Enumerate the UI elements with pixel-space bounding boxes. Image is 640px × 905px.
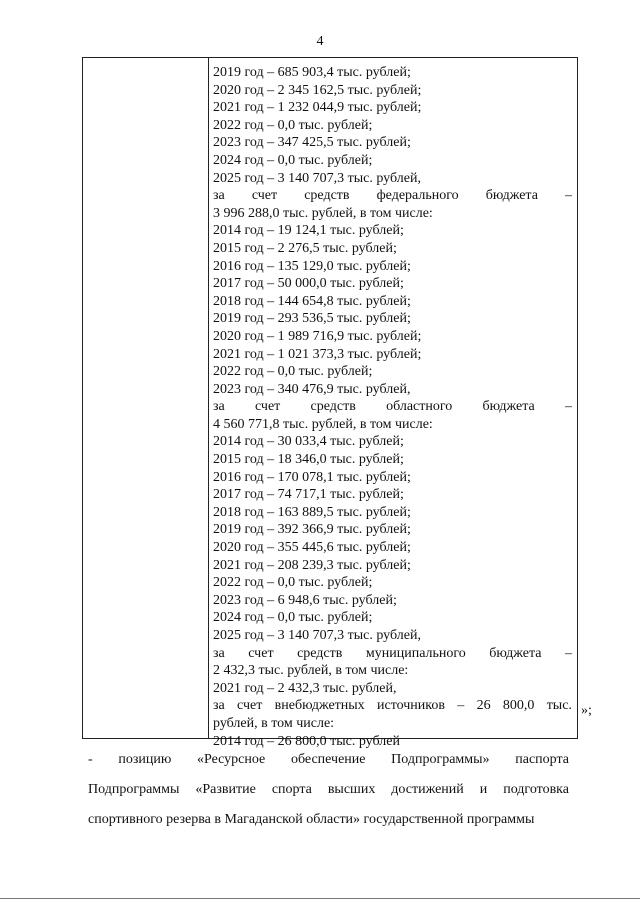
cell-line: 2023 год – 6 948,6 тыс. рублей; — [213, 592, 397, 608]
cell-line: 2019 год – 293 536,5 тыс. рублей; — [213, 311, 411, 327]
cell-line: 2021 год – 208 239,3 тыс. рублей; — [213, 557, 411, 573]
cell-line: 2024 год – 0,0 тыс. рублей; — [213, 610, 373, 626]
cell-line: 2021 год – 1 232 044,9 тыс. рублей; — [213, 100, 422, 116]
cell-line: рублей, в том числе: — [213, 715, 335, 731]
cell-line: 2025 год – 3 140 707,3 тыс. рублей, — [213, 170, 421, 186]
cell-line: 2014 год – 26 800,0 тыс. рублей — [213, 733, 400, 749]
cell-word: за — [213, 188, 225, 204]
cell-line: 2017 год – 74 717,1 тыс. рублей; — [213, 487, 404, 503]
cell-line — [213, 697, 572, 715]
para-line — [88, 745, 569, 775]
para-word: подготовка — [503, 782, 569, 797]
cell-word: федерального — [376, 188, 459, 204]
para-word: достижений — [391, 782, 464, 797]
cell-word: 800,0 — [502, 698, 535, 714]
cell-line: 2021 год – 2 432,3 тыс. рублей, — [213, 680, 397, 696]
cell-word: счет — [254, 399, 281, 415]
cell-word: муниципального — [365, 645, 466, 661]
cell-word: – — [565, 188, 572, 204]
cell-word: за — [213, 698, 225, 714]
cell-line: 2015 год – 18 346,0 тыс. рублей; — [213, 452, 404, 468]
para-word: «Развитие — [195, 782, 256, 797]
table-border-right — [577, 58, 578, 738]
cell-line: 2015 год – 2 276,5 тыс. рублей; — [213, 240, 397, 256]
cell-line: 2018 год – 144 654,8 тыс. рублей; — [213, 293, 411, 309]
cell-line — [213, 398, 572, 416]
funding-cell — [213, 64, 572, 750]
table-border-left — [82, 58, 83, 738]
para-word: паспорта — [515, 752, 569, 767]
cell-line: 2 432,3 тыс. рублей, в том числе: — [213, 663, 409, 679]
cell-line: 3 996 288,0 тыс. рублей, в том числе: — [213, 205, 433, 221]
cell-word: счет — [248, 645, 274, 661]
footer-rule — [0, 898, 640, 899]
cell-word: за — [213, 645, 225, 661]
cell-line: 2019 год – 392 366,9 тыс. рублей; — [213, 522, 411, 538]
cell-line: 2014 год – 19 124,1 тыс. рублей; — [213, 223, 404, 239]
resource-table — [82, 57, 578, 749]
cell-word: средств — [297, 645, 343, 661]
para-word: Подпрограммы» — [391, 752, 490, 767]
cell-line: 2022 год – 0,0 тыс. рублей; — [213, 117, 373, 133]
cell-line: 2016 год – 170 078,1 тыс. рублей; — [213, 469, 411, 485]
cell-word: внебюджетных — [274, 698, 365, 714]
cell-word: счет — [251, 188, 278, 204]
cell-line: 2014 год – 30 033,4 тыс. рублей; — [213, 434, 404, 450]
cell-line: 4 560 771,8 тыс. рублей, в том числе: — [213, 416, 433, 432]
cell-line: 2024 год – 0,0 тыс. рублей; — [213, 152, 373, 168]
cell-line: 2023 год – 340 476,9 тыс. рублей, — [213, 381, 411, 397]
cell-word: 26 — [476, 698, 491, 714]
para-line: спортивного резерва в Магаданской области» государственной программы — [88, 812, 535, 827]
page-number: 4 — [316, 34, 324, 49]
cell-line: 2022 год – 0,0 тыс. рублей; — [213, 364, 373, 380]
cell-word: средств — [310, 399, 356, 415]
cell-line: 2020 год – 355 445,6 тыс. рублей; — [213, 540, 411, 556]
cell-word: – — [564, 399, 572, 415]
cell-word: за — [213, 399, 225, 415]
cell-line: 2017 год – 50 000,0 тыс. рублей; — [213, 276, 404, 292]
cell-word: бюджета — [482, 399, 535, 415]
para-word: обеспечение — [290, 752, 366, 767]
para-line — [88, 775, 569, 805]
cell-word: бюджета — [485, 188, 538, 204]
para-word: и — [479, 782, 488, 797]
cell-word: бюджета — [489, 645, 542, 661]
cell-line: 2016 год – 135 129,0 тыс. рублей; — [213, 258, 411, 274]
table-column-divider — [208, 58, 209, 738]
amendment-paragraph — [88, 745, 569, 835]
cell-line: 2018 год – 163 889,5 тыс. рублей; — [213, 504, 411, 520]
para-word: Подпрограммы — [88, 782, 180, 797]
cell-word: – — [565, 645, 572, 661]
cell-line: 2019 год – 685 903,4 тыс. рублей; — [213, 65, 411, 80]
cell-word: – — [457, 698, 465, 714]
para-word: - — [88, 752, 93, 767]
cell-line: 2020 год – 1 989 716,9 тыс. рублей; — [213, 328, 422, 344]
para-word: «Ресурсное — [196, 752, 266, 767]
cell-line — [213, 187, 572, 205]
cell-line: 2025 год – 3 140 707,3 тыс. рублей, — [213, 628, 421, 643]
cell-word: областного — [386, 399, 453, 415]
cell-line: 2021 год – 1 021 373,3 тыс. рублей; — [213, 346, 422, 362]
cell-word: источников — [376, 698, 445, 714]
para-word: высших — [327, 782, 376, 797]
para-word: позицию — [118, 752, 172, 767]
cell-word: тыс. — [546, 698, 572, 714]
cell-line: 2023 год – 347 425,5 тыс. рублей; — [213, 135, 411, 151]
cell-word: средств — [304, 188, 350, 204]
cell-word: счет — [237, 698, 263, 714]
cell-line: 2020 год – 2 345 162,5 тыс. рублей; — [213, 82, 422, 98]
para-word: спорта — [271, 782, 312, 797]
closing-quote: »; — [581, 703, 592, 718]
cell-line — [213, 645, 572, 663]
cell-line: 2022 год – 0,0 тыс. рублей; — [213, 575, 373, 591]
